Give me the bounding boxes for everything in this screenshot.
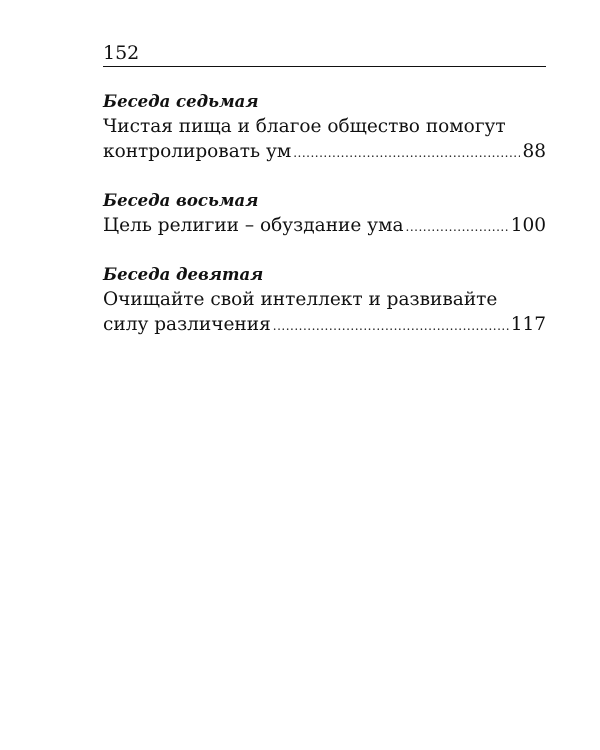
toc-entry[interactable]: [103, 312, 546, 339]
section-title: Беседа седьмая: [103, 92, 259, 111]
section-title: Беседа восьмая: [103, 191, 259, 210]
page-number: 152: [103, 42, 140, 64]
toc-entry[interactable]: [103, 139, 546, 166]
section-title: Беседа девятая: [103, 265, 264, 284]
table-of-contents: [103, 90, 546, 362]
page-reference: 100: [510, 215, 546, 236]
entry-text: Цель религии – обуздание ума: [103, 215, 404, 236]
page-reference: 88: [522, 141, 546, 162]
page-reference: 117: [510, 314, 546, 335]
toc-section-eighth: [103, 189, 546, 240]
entry-line: Чистая пища и благое общество помогут: [103, 116, 506, 137]
dot-leader: [273, 314, 509, 339]
entry-text: контролировать ум: [103, 141, 292, 162]
entry-text: силу различения: [103, 314, 271, 335]
toc-entry[interactable]: [103, 213, 546, 240]
entry-line: Очищайте свой интеллект и развивайте: [103, 289, 498, 310]
dot-leader: [293, 141, 520, 166]
toc-section-ninth: [103, 263, 546, 339]
dot-leader: [406, 215, 509, 240]
header-rule: [103, 66, 546, 67]
toc-section-seventh: [103, 90, 546, 166]
